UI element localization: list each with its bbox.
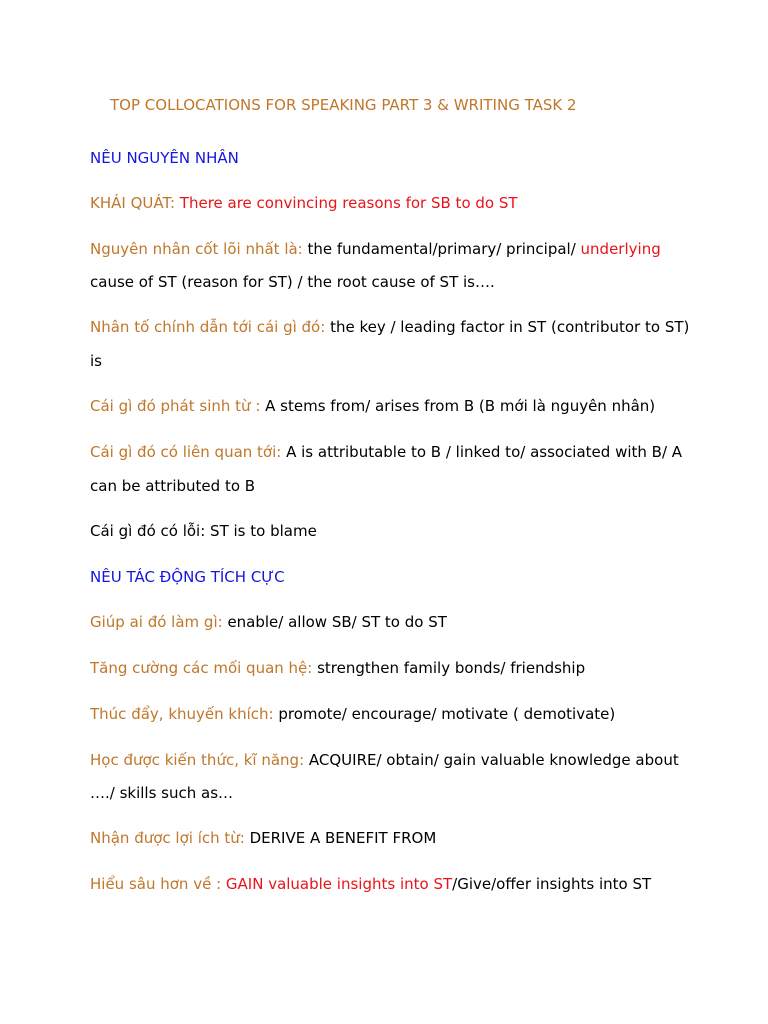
related-label: Cái gì đó có liên quan tới: xyxy=(90,443,287,461)
bond-text: strengthen family bonds/ friendship xyxy=(317,659,586,677)
benefit-line xyxy=(90,828,690,848)
general-label: KHÁI QUÁT: xyxy=(90,194,180,212)
key-factor-line xyxy=(90,317,690,337)
insight-text: /Give/offer insights into ST xyxy=(452,875,652,893)
learn-continued: …./ skills such as… xyxy=(90,784,234,802)
root-cause-line xyxy=(90,239,690,259)
blame-line: Cái gì đó có lỗi: ST is to blame xyxy=(90,522,317,540)
insight-label: Hiểu sâu hơn về : xyxy=(90,875,226,893)
heading-positive: NÊU TÁC ĐỘNG TÍCH CỰC xyxy=(90,568,285,586)
related-text-a: A is attributable to B / linked to/ associated with B/ A xyxy=(286,443,683,461)
general-reason-line xyxy=(90,193,690,213)
enable-line xyxy=(90,612,690,632)
insight-line xyxy=(90,874,690,894)
key-factor-continued: is xyxy=(90,352,102,370)
root-text-highlight: underlying xyxy=(580,240,661,258)
enable-text: enable/ allow SB/ ST to do ST xyxy=(227,613,447,631)
root-label: Nguyên nhân cốt lõi nhất là: xyxy=(90,240,308,258)
key-text-a: the key / leading factor in ST (contributor to ST) xyxy=(330,318,690,336)
related-line xyxy=(90,442,690,462)
root-cause-continued: cause of ST (reason for ST) / the root cause of ST is…. xyxy=(90,273,495,291)
promote-label: Thúc đẩy, khuyến khích: xyxy=(90,705,279,723)
promote-line xyxy=(90,704,690,724)
enable-label: Giúp ai đó làm gì: xyxy=(90,613,228,631)
bond-label: Tăng cường các mối quan hệ: xyxy=(90,659,318,677)
heading-causes: NÊU NGUYÊN NHÂN xyxy=(90,149,239,167)
root-text-a: the fundamental/primary/ principal/ xyxy=(307,240,581,258)
stem-text: A stems from/ arises from B (B mới là nguyên nhân) xyxy=(265,397,656,415)
learn-line xyxy=(90,750,690,770)
insight-highlight: GAIN valuable insights into ST xyxy=(225,875,453,893)
page-title: TOP COLLOCATIONS FOR SPEAKING PART 3 & WRITING TASK 2 xyxy=(110,96,577,114)
learn-label: Học được kiến thức, kĩ năng: xyxy=(90,751,309,769)
stem-label: Cái gì đó phát sinh từ : xyxy=(90,397,266,415)
benefit-text: DERIVE A BENEFIT FROM xyxy=(249,829,437,847)
related-continued: can be attributed to B xyxy=(90,477,256,495)
bond-line xyxy=(90,658,690,678)
learn-text-a: ACQUIRE/ obtain/ gain valuable knowledge about xyxy=(308,751,679,769)
general-text: There are convincing reasons for SB to do ST xyxy=(179,194,518,212)
benefit-label: Nhận được lợi ích từ: xyxy=(90,829,250,847)
key-label: Nhân tố chính dẫn tới cái gì đó: xyxy=(90,318,331,336)
stems-from-line xyxy=(90,396,690,416)
promote-text: promote/ encourage/ motivate ( demotivate) xyxy=(278,705,616,723)
